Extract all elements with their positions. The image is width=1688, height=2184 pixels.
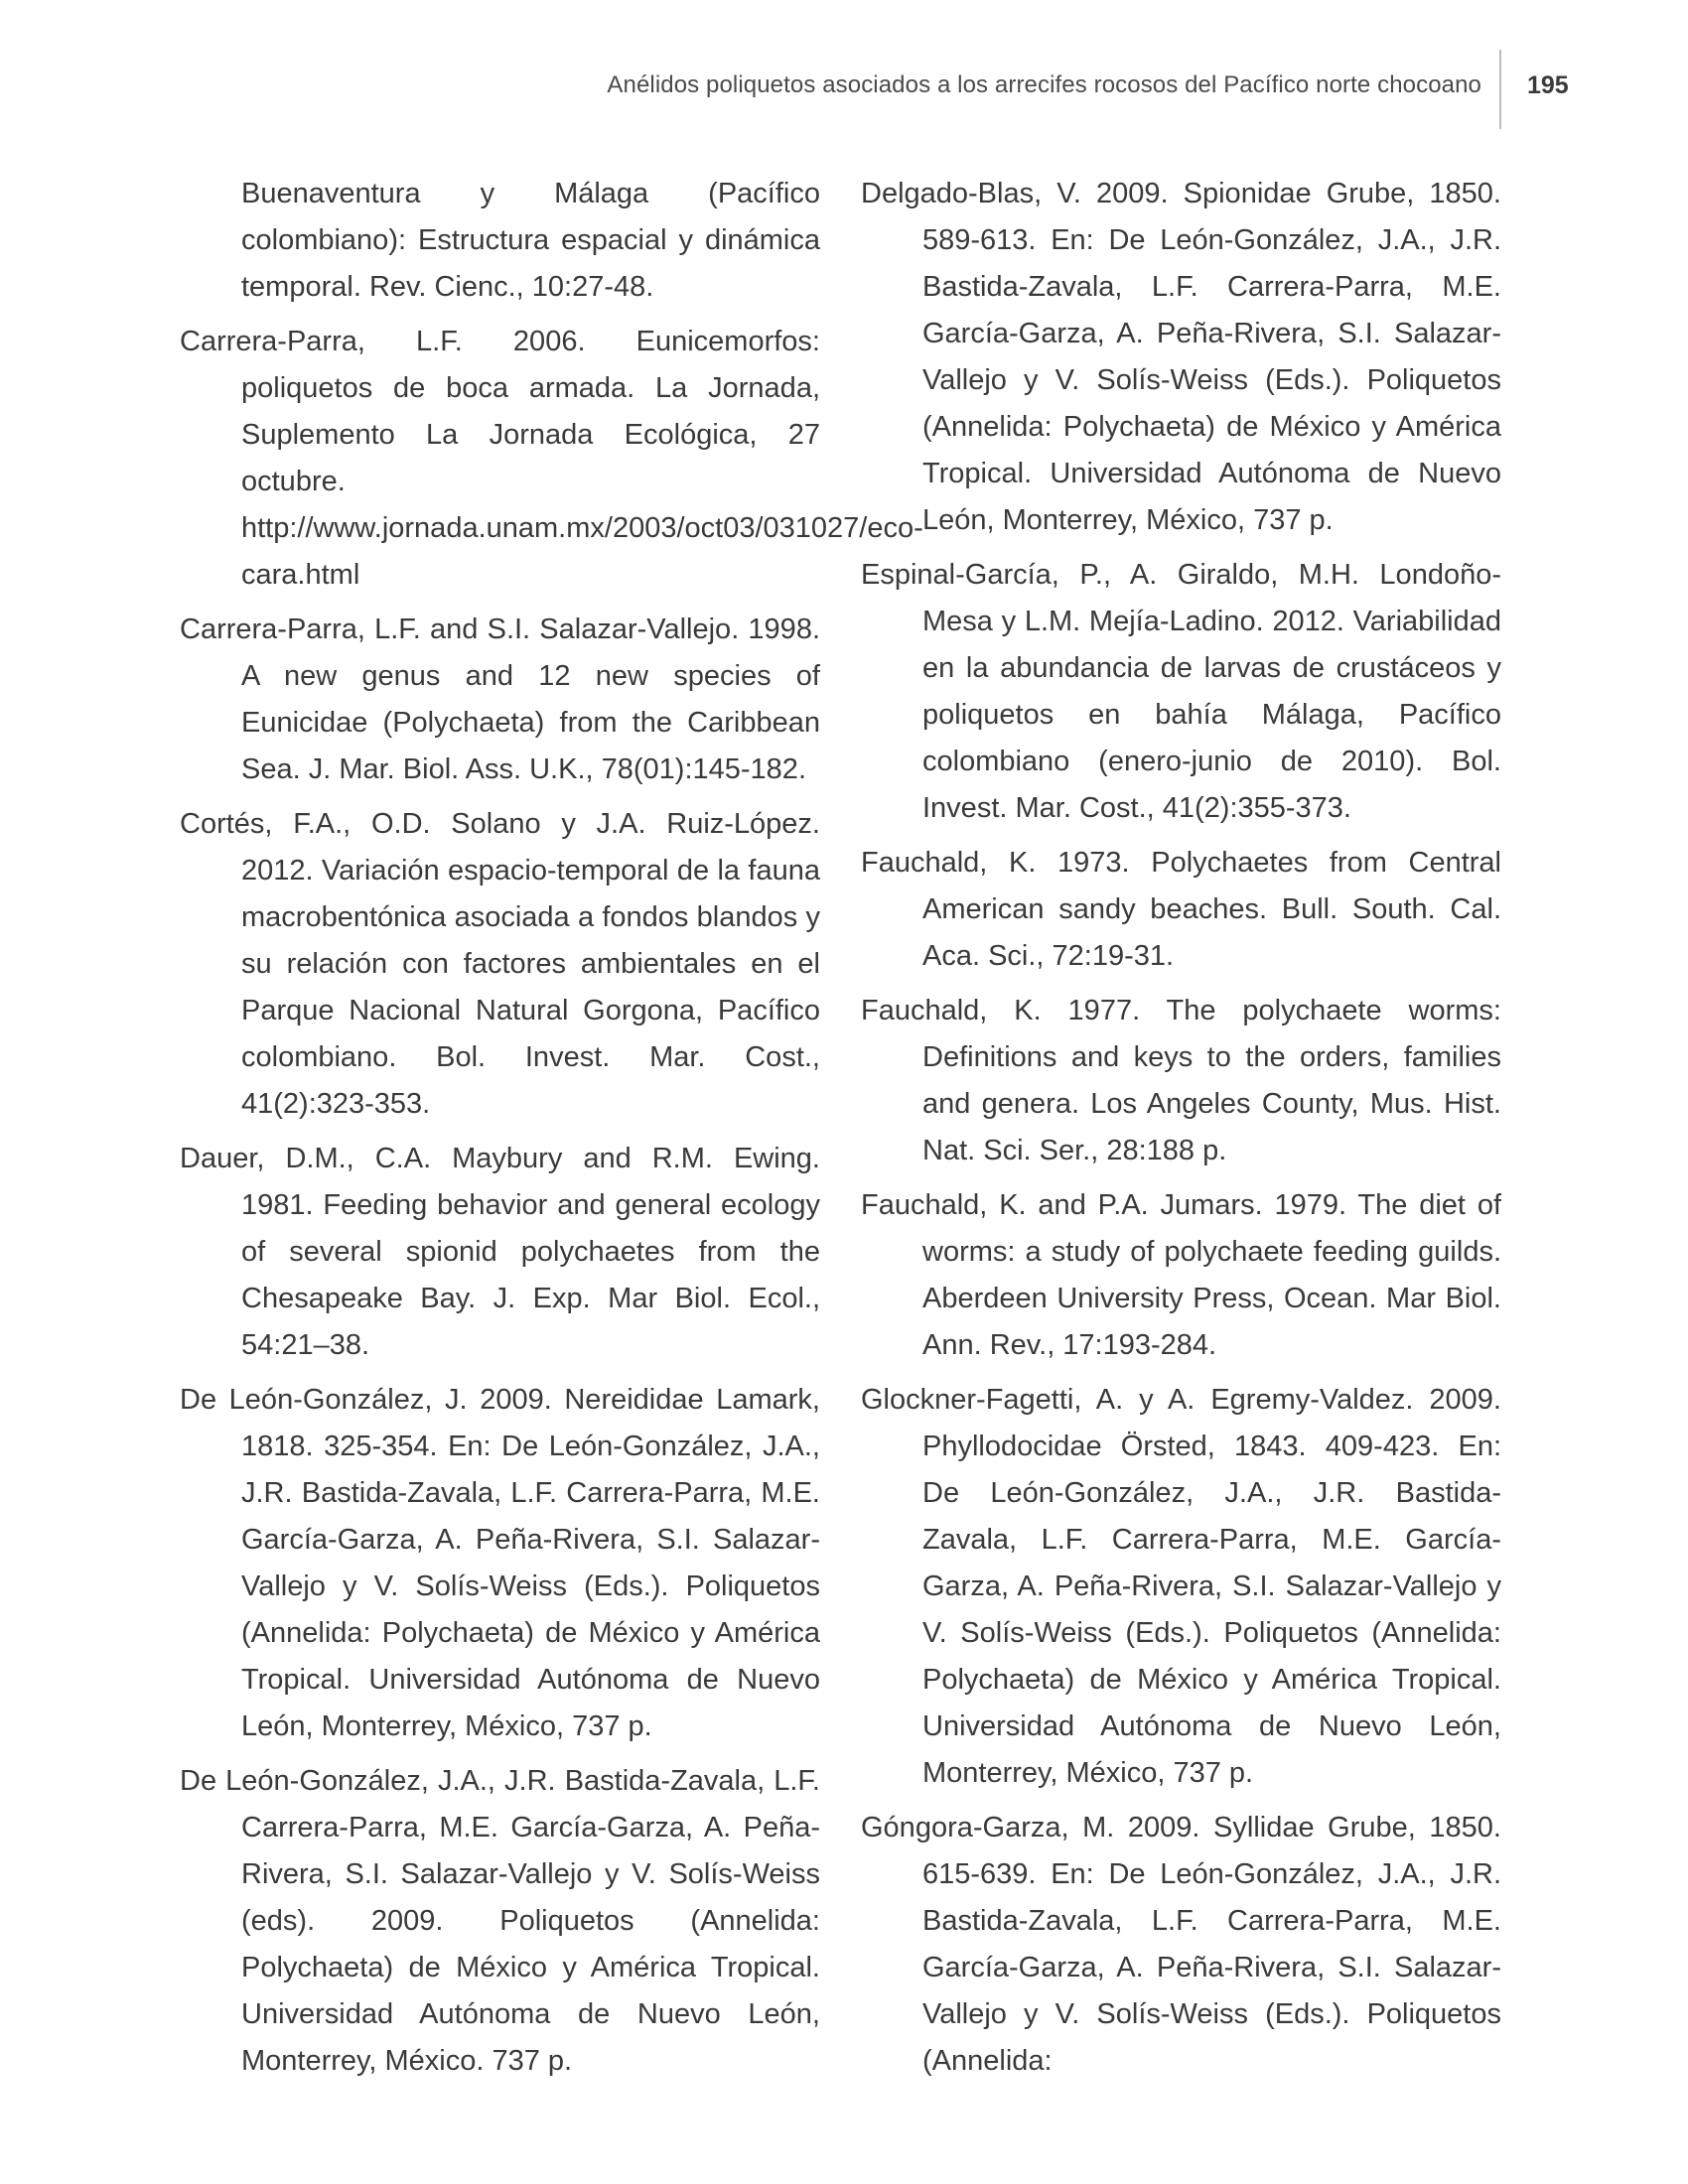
reference-entry: Dauer, D.M., C.A. Maybury and R.M. Ewing. 1981. Feeding behavior and general ecology of several spionid polychaetes from the Chesapeake Bay. J. Exp. Mar Biol. Ecol., 54:21–38. <box>180 1143 820 1361</box>
reference-entry: Fauchald, K. and P.A. Jumars. 1979. The diet of worms: a study of polychaete feeding guilds. Aberdeen University Press, Ocean. Mar Biol. Ann. Rev., 17:193-284. <box>861 1189 1501 1361</box>
reference-entry: Buenaventura y Málaga (Pacífico colombiano): Estructura espacial y dinámica temporal. Rev. Cienc., 10:27-48. <box>241 178 820 303</box>
references-left-column <box>180 171 923 2093</box>
reference-entry: Glockner-Fagetti, A. y A. Egremy-Valdez. 2009. Phyllodocidae Örsted, 1843. 409-423. En: De León-González, J.A., J.R. Bastida-Zavala, L.F. Carrera-Parra, M.E. García-Garza, A. Peña-Rivera, S.I. Salazar-Vallejo y V. Solís-Weiss (Eds.). Poliquetos (Annelida: Polychaeta) de México y América Tropical. Universidad Autónoma de Nuevo León, Monterrey, México, 737 p. <box>861 1384 1501 1789</box>
page-number: 195 <box>1527 71 1569 99</box>
reference-entry: Carrera-Parra, L.F. and S.I. Salazar-Vallejo. 1998. A new genus and 12 new species of Eunicidae (Polychaeta) from the Caribbean Sea. J. Mar. Biol. Ass. U.K., 78(01):145-182. <box>180 614 820 785</box>
reference-entry: Delgado-Blas, V. 2009. Spionidae Grube, 1850. 589-613. En: De León-González, J.A., J.R. Bastida-Zavala, L.F. Carrera-Parra, M.E. García-Garza, A. Peña-Rivera, S.I. Salazar-Vallejo y V. Solís-Weiss (Eds.). Poliquetos (Annelida: Polychaeta) de México y América Tropical. Universidad Autónoma de Nuevo León, Monterrey, México, 737 p. <box>861 178 1501 536</box>
reference-entry: Fauchald, K. 1973. Polychaetes from Central American sandy beaches. Bull. South. Cal. Aca. Sci., 72:19-31. <box>861 847 1501 972</box>
reference-entry: De León-González, J. 2009. Nereididae Lamark, 1818. 325-354. En: De León-González, J.A., J.R. Bastida-Zavala, L.F. Carrera-Parra, M.E. García-Garza, A. Peña-Rivera, S.I. Salazar-Vallejo y V. Solís-Weiss (Eds.). Poliquetos (Annelida: Polychaeta) de México y América Tropical. Universidad Autónoma de Nuevo León, Monterrey, México, 737 p. <box>180 1384 820 1742</box>
reference-entry: Cortés, F.A., O.D. Solano y J.A. Ruiz-López. 2012. Variación espacio-temporal de la fauna macrobentónica asociada a fondos blandos y su relación con factores ambientales en el Parque Nacional Natural Gorgona, Pacífico colombiano. Bol. Invest. Mar. Cost., 41(2):323-353. <box>180 808 820 1120</box>
running-title: Anélidos poliquetos asociados a los arrecifes rocosos del Pacífico norte chocoano <box>607 71 1481 98</box>
reference-entry: De León-González, J.A., J.R. Bastida-Zavala, L.F. Carrera-Parra, M.E. García-Garza, A. Peña-Rivera, S.I. Salazar-Vallejo y V. Solís-Weiss (eds). 2009. Poliquetos (Annelida: Polychaeta) de México y América Tropical. Universidad Autónoma de Nuevo León, Monterrey, México. 737 p. <box>180 1765 820 2077</box>
reference-entry: Carrera-Parra, L.F. 2006. Eunicemorfos: poliquetos de boca armada. La Jornada, Suplemento La Jornada Ecológica, 27 octubre. http://www.jornada.unam.mx/2003/oct03/031027/eco-cara.html <box>180 326 923 591</box>
references-right-column <box>861 171 1501 2093</box>
header-divider <box>1499 50 1501 129</box>
reference-entry: Góngora-Garza, M. 2009. Syllidae Grube, 1850. 615-639. En: De León-González, J.A., J.R. Bastida-Zavala, L.F. Carrera-Parra, M.E. García-Garza, A. Peña-Rivera, S.I. Salazar-Vallejo y V. Solís-Weiss (Eds.). Poliquetos (Annelida: <box>861 1812 1501 2077</box>
reference-entry: Espinal-García, P., A. Giraldo, M.H. Londoño-Mesa y L.M. Mejía-Ladino. 2012. Variabilidad en la abundancia de larvas de crustáceos y poliquetos en bahía Málaga, Pacífico colombiano (enero-junio de 2010). Bol. Invest. Mar. Cost., 41(2):355-373. <box>861 559 1501 824</box>
reference-entry: Fauchald, K. 1977. The polychaete worms: Definitions and keys to the orders, families and genera. Los Angeles County, Mus. Hist. Nat. Sci. Ser., 28:188 p. <box>861 995 1501 1166</box>
